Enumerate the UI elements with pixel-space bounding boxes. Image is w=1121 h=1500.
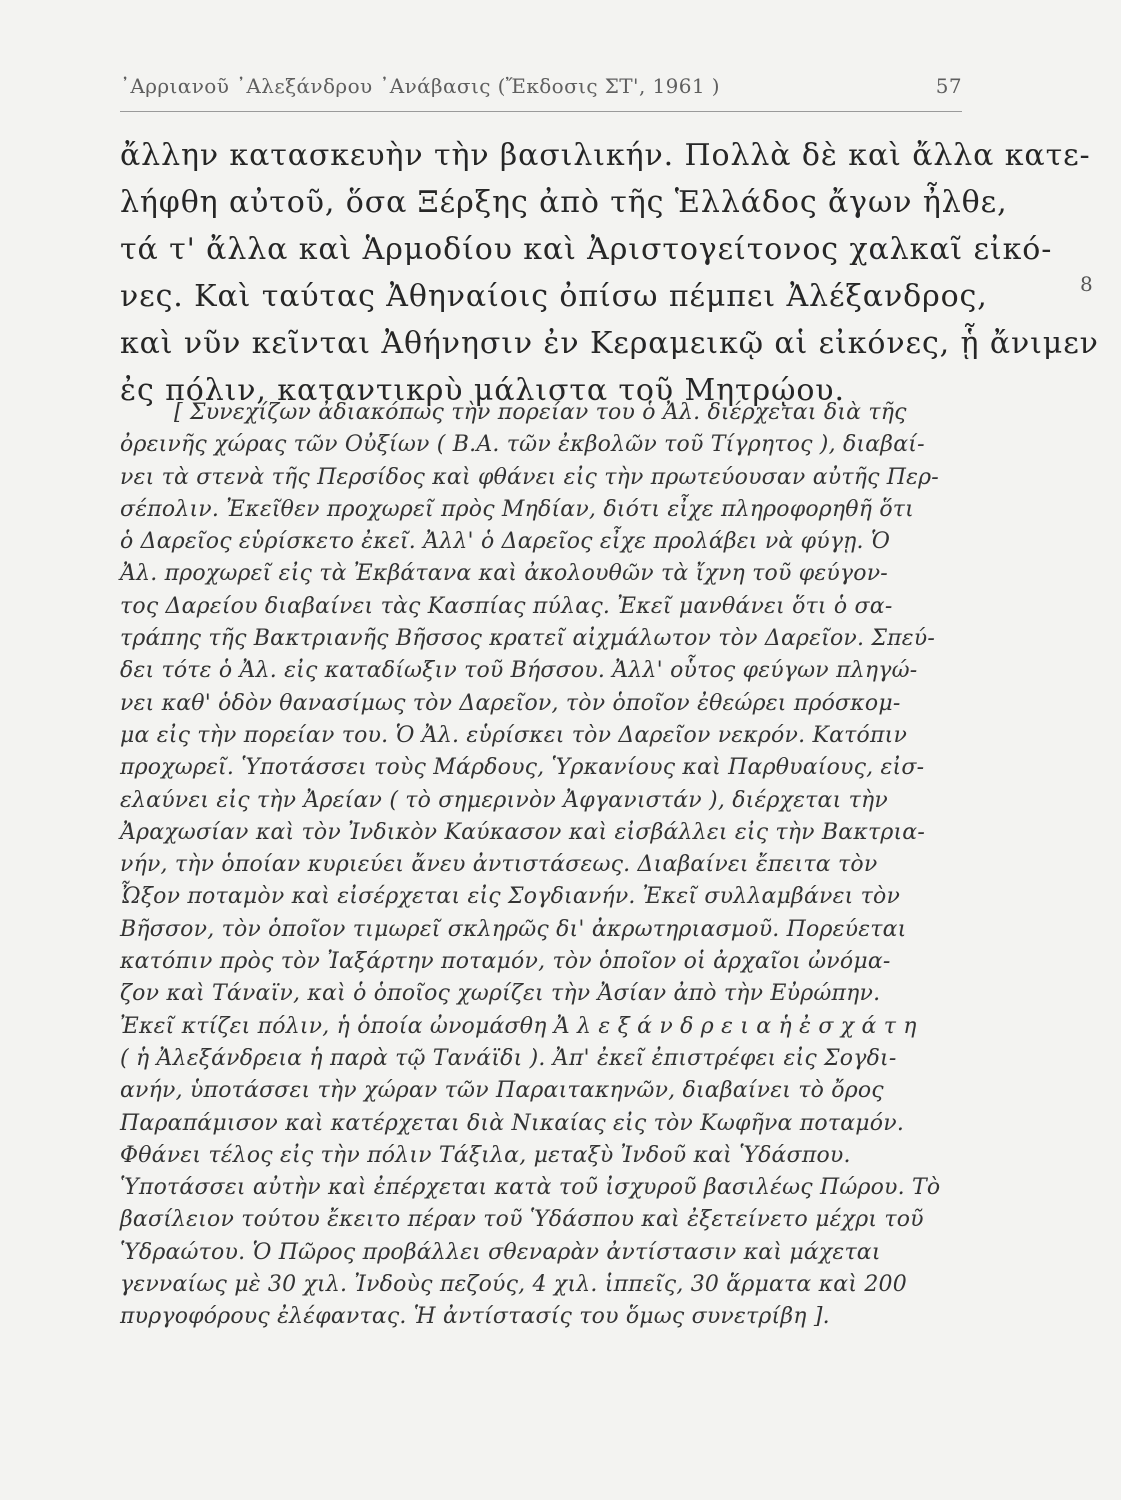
main-text-line: νες. Καὶ ταύτας Ἀθηναίοις ὀπίσω πέμπει Ἀλέξανδρος,: [120, 279, 988, 314]
summary-text-line: ζον καὶ Τάναϊν, καὶ ὁ ὁποῖος χωρίζει τὴν Ἀσίαν ἀπὸ τὴν Εὐρώπην.: [120, 981, 881, 1007]
summary-text-line: ελαύνει εἰς τὴν Ἀρείαν ( τὸ σημερινὸν Ἀφγανιστάν ), διέρχεται τὴν: [120, 787, 888, 813]
summary-text-line: πυργοφόρους ἐλέφαντας. Ἡ ἀντίστασίς του ὅμως συνετρίβη ].: [120, 1304, 830, 1330]
summary-text-line: γενναίως μὲ 30 χιλ. Ἰνδοὺς πεζούς, 4 χιλ. ἱππεῖς, 30 ἅρματα καὶ 200: [120, 1272, 907, 1298]
summary-text-line: προχωρεῖ. Ὑποτάσσει τοὺς Μάρδους, Ὑρκανίους καὶ Παρθυαίους, εἰσ-: [120, 755, 925, 781]
summary-text-line: σέπολιν. Ἐκεῖθεν προχωρεῖ πρὸς Μηδίαν, διότι εἶχε πληροφορηθῆ ὅτι: [120, 496, 914, 522]
main-paragraph: [120, 132, 1099, 414]
summary-text-line: ( ἡ Ἀλεξάνδρεια ἡ παρὰ τῷ Τανάϊδι ). Ἀπ' ἐκεῖ ἐπιστρέφει εἰς Σογδι-: [120, 1045, 897, 1071]
header-title: ᾿Αρριανοῦ ᾿Αλεξάνδρου ᾿Ανάβασις (Ἔκδοσις ΣΤ', 1961 ): [120, 74, 720, 98]
summary-text-line: Ὦξον ποταμὸν καὶ εἰσέρχεται εἰς Σογδιανήν. Ἐκεῖ συλλαμβάνει τὸν: [120, 884, 901, 910]
summary-text-line: Ὑδραώτου. Ὁ Πῶρος προβάλλει σθεναρὰν ἀντίστασιν καὶ μάχεται: [120, 1239, 881, 1265]
main-text-line: καὶ νῦν κεῖνται Ἀθήνησιν ἐν Κεραμεικῷ αἱ εἰκόνες, ᾗ ἄνιμεν: [120, 326, 1099, 361]
summary-text-line: Ὑποτάσσει αὐτὴν καὶ ἐπέρχεται κατὰ τοῦ ἰσχυροῦ βασιλέως Πώρου. Τὸ: [120, 1175, 941, 1201]
page-number: 57: [935, 74, 962, 98]
summary-text-line: ὀρεινῆς χώρας τῶν Οὐξίων ( Β.Α. τῶν ἐκβολῶν τοῦ Τίγρητος ), διαβαί-: [120, 432, 925, 458]
summary-text-line: [ Συνεχίζων ἀδιακόπως τὴν πορείαν του ὁ Ἀλ. διέρχεται διὰ τῆς: [174, 400, 907, 425]
summary-text-line: τος Δαρείου διαβαίνει τὰς Κασπίας πύλας. Ἐκεῖ μανθάνει ὅτι ὁ σα-: [120, 593, 893, 619]
main-text-line: ἄλλην κατασκευὴν τὴν βασιλικήν. Πολλὰ δὲ καὶ ἄλλα κατε-: [120, 138, 1091, 173]
summary-text-line: Φθάνει τέλος εἰς τὴν πόλιν Τάξιλα, μεταξὺ Ἰνδοῦ καὶ Ὑδάσπου.: [120, 1142, 851, 1168]
main-text-line: τά τ' ἄλλα καὶ Ἁρμοδίου καὶ Ἀριστογείτονος χαλκαῖ εἰκό-: [120, 232, 1053, 267]
running-header: [120, 74, 962, 104]
summary-text-line: Ἀραχωσίαν καὶ τὸν Ἰνδικὸν Καύκασον καὶ εἰσβάλλει εἰς τὴν Βακτρια-: [120, 819, 925, 845]
summary-text-line: κατόπιν πρὸς τὸν Ἰαξάρτην ποταμόν, τὸν ὁποῖον οἱ ἀρχαῖοι ὠνόμα-: [120, 949, 891, 975]
summary-text-line: ανήν, ὑποτάσσει τὴν χώραν τῶν Παραιτακηνῶν, διαβαίνει τὸ ὄρος: [120, 1078, 884, 1104]
summary-text-line: Ἀλ. προχωρεῖ εἰς τὰ Ἐκβάτανα καὶ ἀκολουθῶν τὰ ἴχνη τοῦ φεύγον-: [120, 561, 888, 587]
summary-text-line: Παραπάμισον καὶ κατέρχεται διὰ Νικαίας εἰς τὸν Κωφῆνα ποταμόν.: [120, 1110, 905, 1136]
summary-text-line: Βῆσσον, τὸν ὁποῖον τιμωρεῖ σκληρῶς δι' ἀκρωτηριασμοῦ. Πορεύεται: [120, 916, 907, 942]
summary-text-line: δει τότε ὁ Ἀλ. εἰς καταδίωξιν τοῦ Βήσσου. Ἀλλ' οὗτος φεύγων πληγώ-: [120, 658, 918, 684]
summary-text-line: μα εἰς τὴν πορείαν του. Ὁ Ἀλ. εὑρίσκει τὸν Δαρεῖον νεκρόν. Κατόπιν: [120, 722, 908, 748]
header-rule: [120, 111, 962, 112]
summary-paragraph: [120, 397, 962, 1334]
summary-text-line: τράπης τῆς Βακτριανῆς Βῆσσος κρατεῖ αἰχμάλωτον τὸν Δαρεῖον. Σπεύ-: [120, 626, 936, 652]
main-text-line: ἐς πόλιν, καταντικρὺ μάλιστα τοῦ Μητρῴου.: [120, 373, 845, 408]
summary-text-line: νει καθ' ὁδὸν θανασίμως τὸν Δαρεῖον, τὸν ὁποῖον ἐθεώρει πρόσκομ-: [120, 690, 901, 716]
main-text-line: λήφθη αὐτοῦ, ὅσα Ξέρξης ἀπὸ τῆς Ἑλλάδος ἄγων ἦλθε,: [120, 185, 1008, 220]
summary-text-line: ὁ Δαρεῖος εὑρίσκετο ἐκεῖ. Ἀλλ' ὁ Δαρεῖος εἶχε προλάβει νὰ φύγῃ. Ὁ: [120, 529, 891, 555]
summary-text-line: νει τὰ στενὰ τῆς Περσίδος καὶ φθάνει εἰς τὴν πρωτεύουσαν αὐτῆς Περ-: [120, 464, 939, 490]
margin-section-number: 8: [1080, 272, 1093, 296]
summary-text-line: Ἐκεῖ κτίζει πόλιν, ἡ ὁποία ὠνομάσθη Ἀ λ ε ξ ά ν δ ρ ε ι α ἡ ἐ σ χ ά τ η: [120, 1013, 917, 1039]
summary-text-line: βασίλειον τούτου ἔκειτο πέραν τοῦ Ὑδάσπου καὶ ἐξετείνετο μέχρι τοῦ: [120, 1207, 924, 1233]
summary-text-line: νήν, τὴν ὁποίαν κυριεύει ἄνευ ἀντιστάσεως. Διαβαίνει ἔπειτα τὸν: [120, 852, 878, 878]
